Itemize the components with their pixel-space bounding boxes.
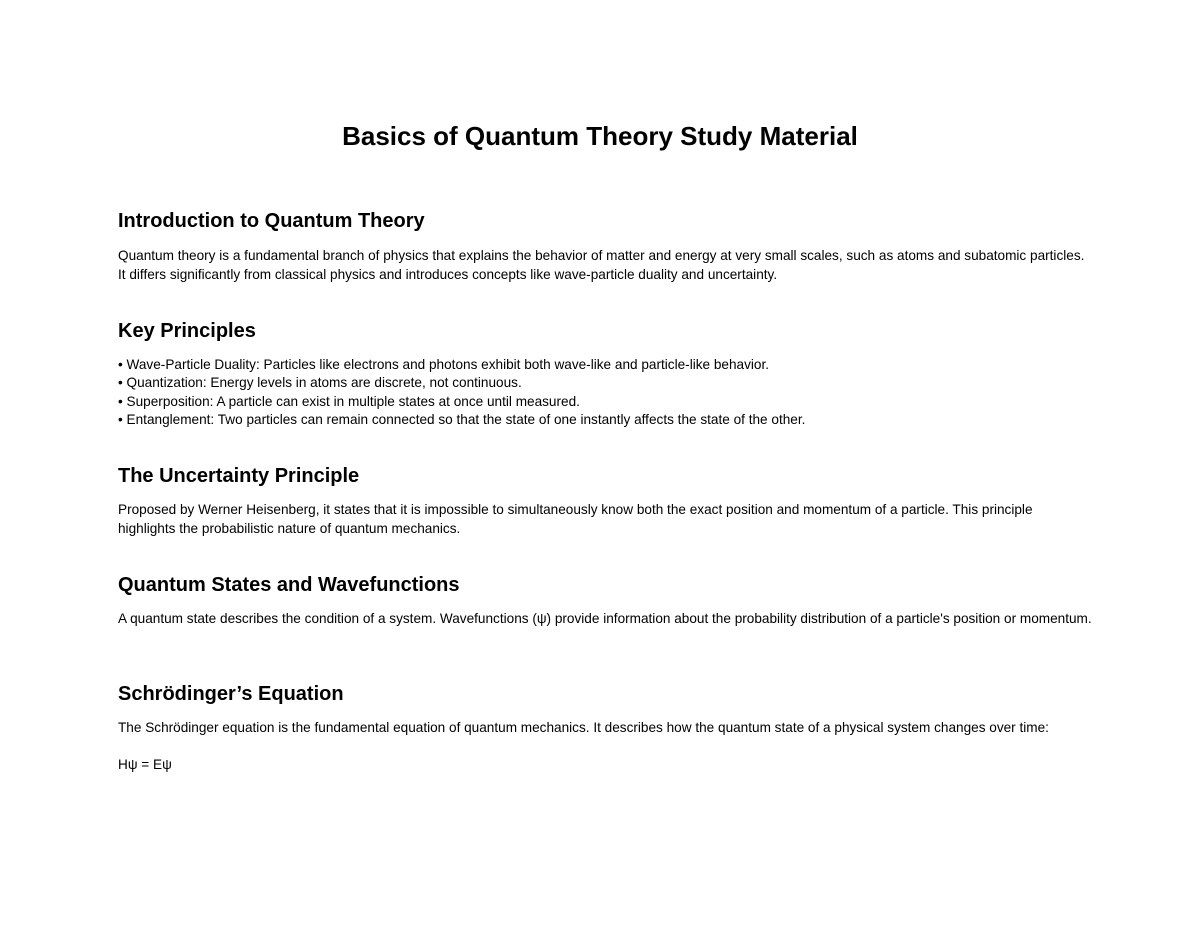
section-body-quantum-states: A quantum state describes the condition of a system. Wavefunctions (ψ) provide information about the probability distribution of a particle's position or momentum.	[118, 611, 1092, 626]
section-heading-uncertainty-principle: The Uncertainty Principle	[118, 465, 360, 487]
list-item	[118, 356, 1093, 374]
section-body-introduction: Quantum theory is a fundamental branch of physics that explains the behavior of matter and energy at very small scales, such as atoms and subatomic particles. It differs significantly from classical physics and introduces concepts like wave-particle duality and uncertainty.	[118, 248, 1085, 282]
bullet-mark: •	[118, 393, 123, 409]
section-body-uncertainty-principle: Proposed by Werner Heisenberg, it states that it is impossible to simultaneously know both the exact position and momentum of a particle. This principle highlights the probabilistic nature of quantum mechanics.	[118, 502, 1033, 536]
list-item	[118, 393, 1093, 411]
list-item-text: Superposition: A particle can exist in multiple states at once until measured.	[126, 393, 580, 409]
bullet-mark: •	[118, 375, 123, 391]
section-heading-schrodinger-equation: Schrödinger’s Equation	[118, 683, 344, 705]
section-heading-introduction: Introduction to Quantum Theory	[118, 210, 425, 232]
schrodinger-formula: Hψ = Eψ	[118, 757, 172, 772]
list-item	[118, 411, 1093, 429]
section-body-schrodinger-equation: The Schrödinger equation is the fundamental equation of quantum mechanics. It describes how the quantum state of a physical system changes over time:	[118, 720, 1049, 735]
list-item-text: Quantization: Energy levels in atoms are discrete, not continuous.	[126, 375, 522, 391]
section-heading-quantum-states: Quantum States and Wavefunctions	[118, 574, 460, 596]
list-item-text: Entanglement: Two particles can remain connected so that the state of one instantly affects the state of the other.	[126, 411, 806, 427]
page-title: Basics of Quantum Theory Study Material	[342, 121, 858, 151]
list-item	[118, 374, 1093, 392]
list-item-text: Wave-Particle Duality: Particles like electrons and photons exhibit both wave-like and particle-like behavior.	[126, 357, 770, 372]
bullet-mark: •	[118, 411, 123, 427]
bullet-mark: •	[118, 357, 123, 372]
section-heading-key-principles: Key Principles	[118, 320, 256, 342]
key-principles-list	[118, 356, 1093, 429]
